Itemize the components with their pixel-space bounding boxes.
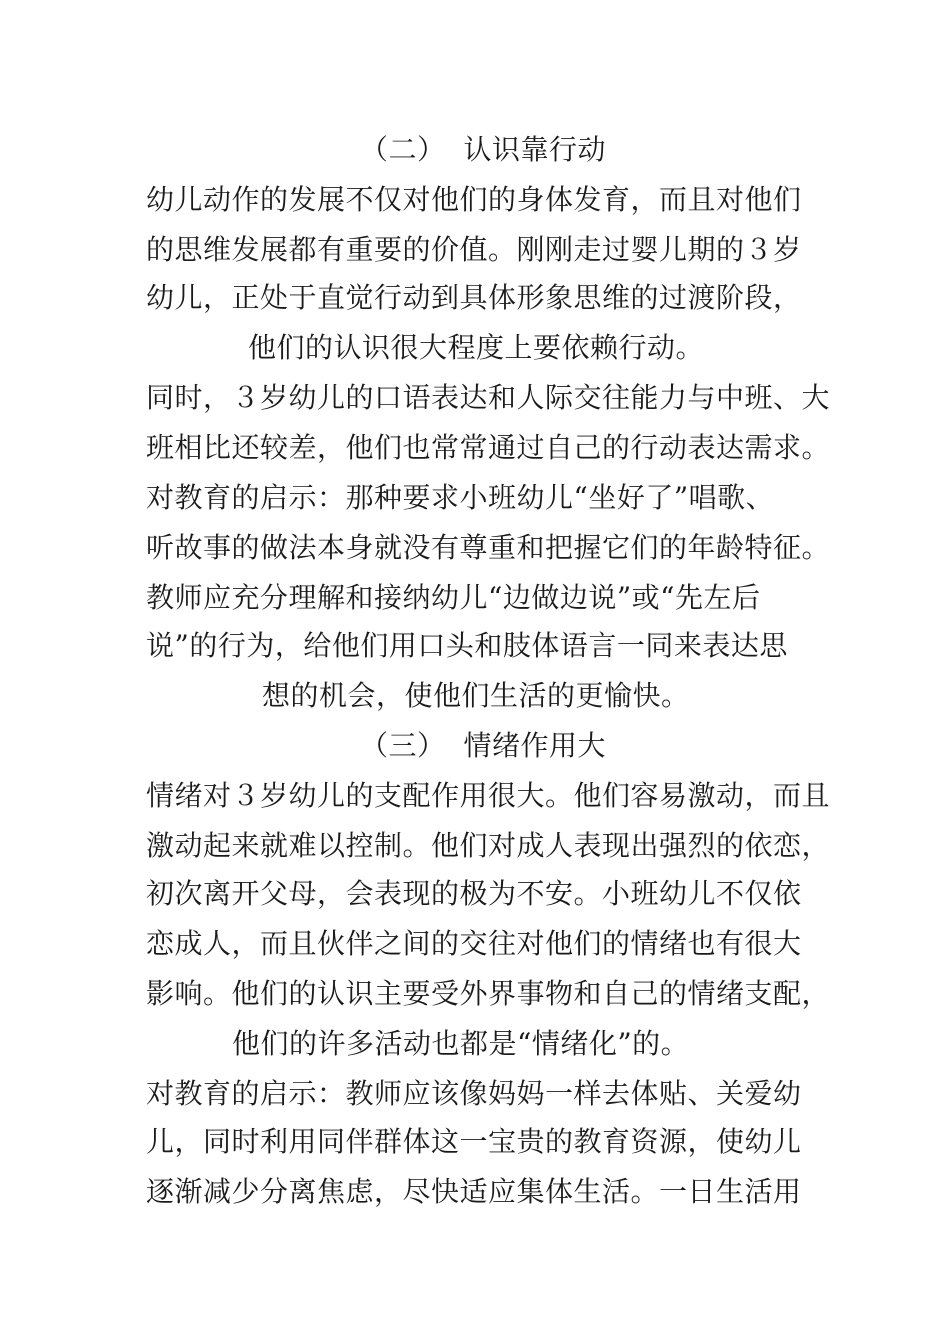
paragraph-line: 初次离开父母，会表现的极为不安。小班幼儿不仅依 bbox=[146, 877, 802, 910]
paragraph-line: 儿，同时利用同伴群体这一宝贵的教育资源，使幼儿 bbox=[146, 1125, 802, 1158]
paragraph-line: 听故事的做法本身就没有尊重和把握它们的年龄特征。 bbox=[146, 531, 831, 564]
paragraph-line: 说”的行为，给他们用口头和肢体语言一同来表达思 bbox=[146, 629, 788, 662]
section-number: （三） bbox=[360, 729, 446, 762]
paragraph-line: 影响。他们的认识主要受外界事物和自己的情绪支配， bbox=[146, 977, 831, 1010]
paragraph-line: 幼儿，正处于直觉行动到具体形象思维的过渡阶段， bbox=[146, 281, 802, 314]
paragraph-line: 情绪对３岁幼儿的支配作用很大。他们容易激动，而且 bbox=[146, 779, 831, 812]
paragraph-line: 对教育的启示：教师应该像妈妈一样去体贴、关爱幼 bbox=[146, 1077, 802, 1110]
paragraph-line: 想的机会，使他们生活的更愉快。 bbox=[262, 679, 690, 712]
section-number: （二） bbox=[360, 133, 446, 166]
paragraph-line: 他们的认识很大程度上要依赖行动。 bbox=[248, 331, 705, 364]
paragraph-line: 的思维发展都有重要的价值。刚刚走过婴儿期的３岁 bbox=[146, 233, 802, 266]
section-heading-2 bbox=[360, 132, 606, 168]
section-heading-3 bbox=[360, 728, 606, 764]
paragraph-line: 班相比还较差，他们也常常通过自己的行动表达需求。 bbox=[146, 431, 831, 464]
paragraph-line: 同时，３岁幼儿的口语表达和人际交往能力与中班、大 bbox=[146, 381, 831, 414]
paragraph-line: 激动起来就难以控制。他们对成人表现出强烈的依恋， bbox=[146, 829, 831, 862]
paragraph-line: 恋成人，而且伙伴之间的交往对他们的情绪也有很大 bbox=[146, 927, 802, 960]
paragraph-line: 幼儿动作的发展不仅对他们的身体发育，而且对他们 bbox=[146, 183, 802, 216]
paragraph-line: 逐渐减少分离焦虑，尽快适应集体生活。一日生活用 bbox=[146, 1175, 802, 1208]
paragraph-line: 对教育的启示：那种要求小班幼儿“坐好了”唱歌、 bbox=[146, 481, 775, 514]
section-title: 认识靠行动 bbox=[463, 133, 607, 166]
paragraph-line: 教师应充分理解和接纳幼儿“边做边说”或“先左后 bbox=[146, 581, 761, 614]
paragraph-line: 他们的许多活动也都是“情绪化”的。 bbox=[232, 1027, 690, 1060]
section-title: 情绪作用大 bbox=[463, 729, 607, 762]
